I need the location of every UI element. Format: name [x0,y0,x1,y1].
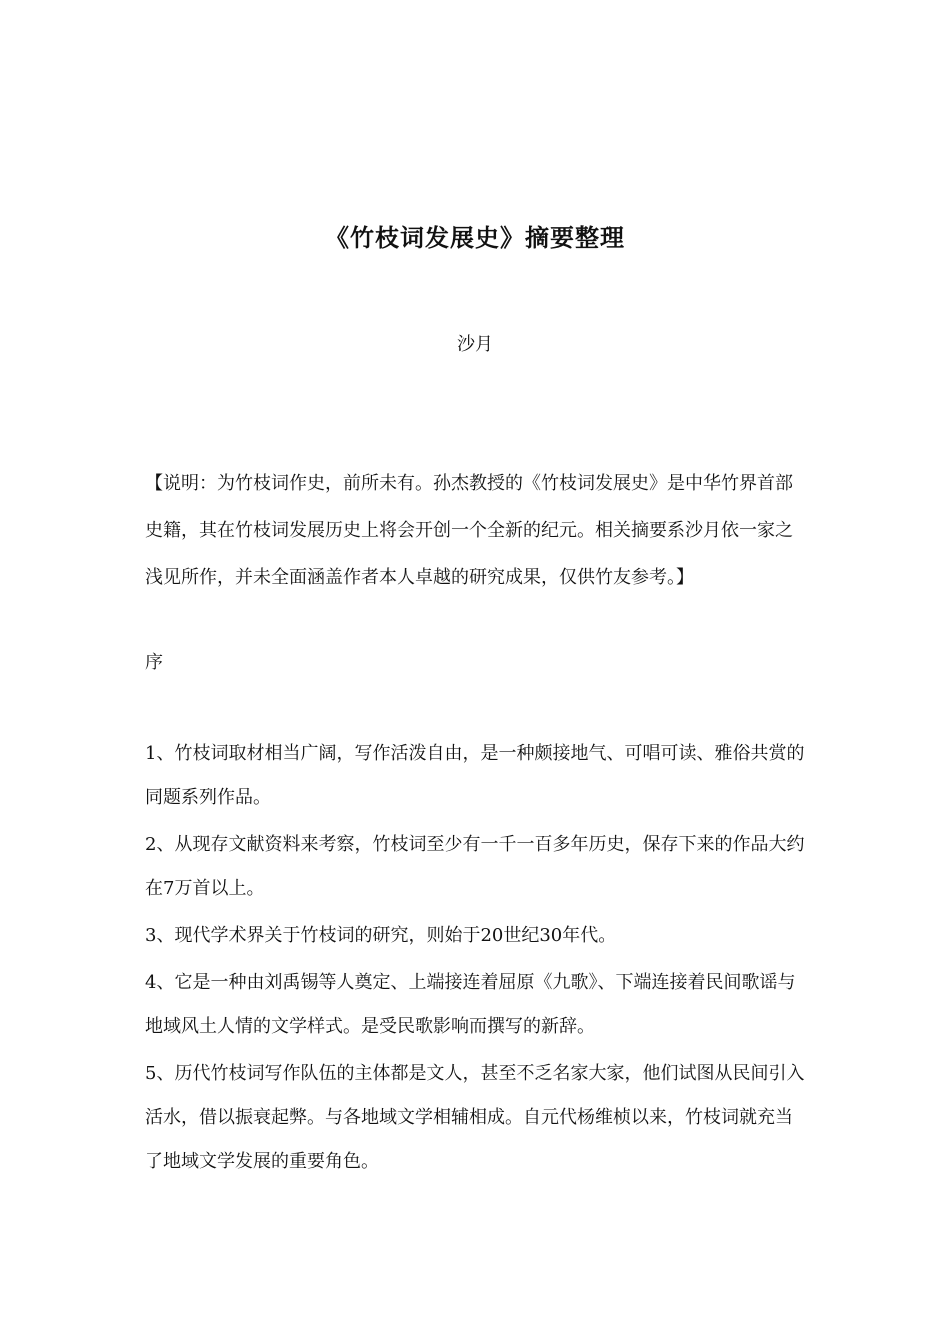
summary-item: 4、它是一种由刘禹锡等人奠定、上端接连着屈原《九歌》、下端连接着民间歌谣与地域风土人情的文学样式。是受民歌影响而撰写的新辞。 [145,972,796,1037]
summary-item: 5、历代竹枝词写作队伍的主体都是文人，甚至不乏名家大家，他们试图从民间引入活水，借以振衰起弊。与各地域文学相辅相成。自元代杨维桢以来，竹枝词就充当了地域文学发展的重要角色。 [145,1063,805,1172]
summary-item: 1、竹枝词取材相当广阔，写作活泼自由，是一种颇接地气、可唱可读、雅俗共赏的同题系列作品。 [145,743,805,808]
summary-item: 2、从现存文献资料来考察，竹枝词至少有一千一百多年历史，保存下来的作品大约在7万首以上。 [145,834,805,899]
summary-item: 3、现代学术界关于竹枝词的研究，则始于20世纪30年代。 [145,925,617,946]
editor-note: 【说明：为竹枝词作史，前所未有。孙杰教授的《竹枝词发展史》是中华竹界首部史籍，其在竹枝词发展历史上将会开创一个全新的纪元。相关摘要系沙月依一家之浅见所作，并未全面涵盖作者本人卓越的研究成果，仅供竹友参考。】 [145,473,793,588]
author-name: 沙月 [457,334,493,355]
document-title: 《竹枝词发展史》摘要整理 [325,223,625,252]
summary-list [145,732,810,1187]
preface-heading: 序 [145,652,163,673]
